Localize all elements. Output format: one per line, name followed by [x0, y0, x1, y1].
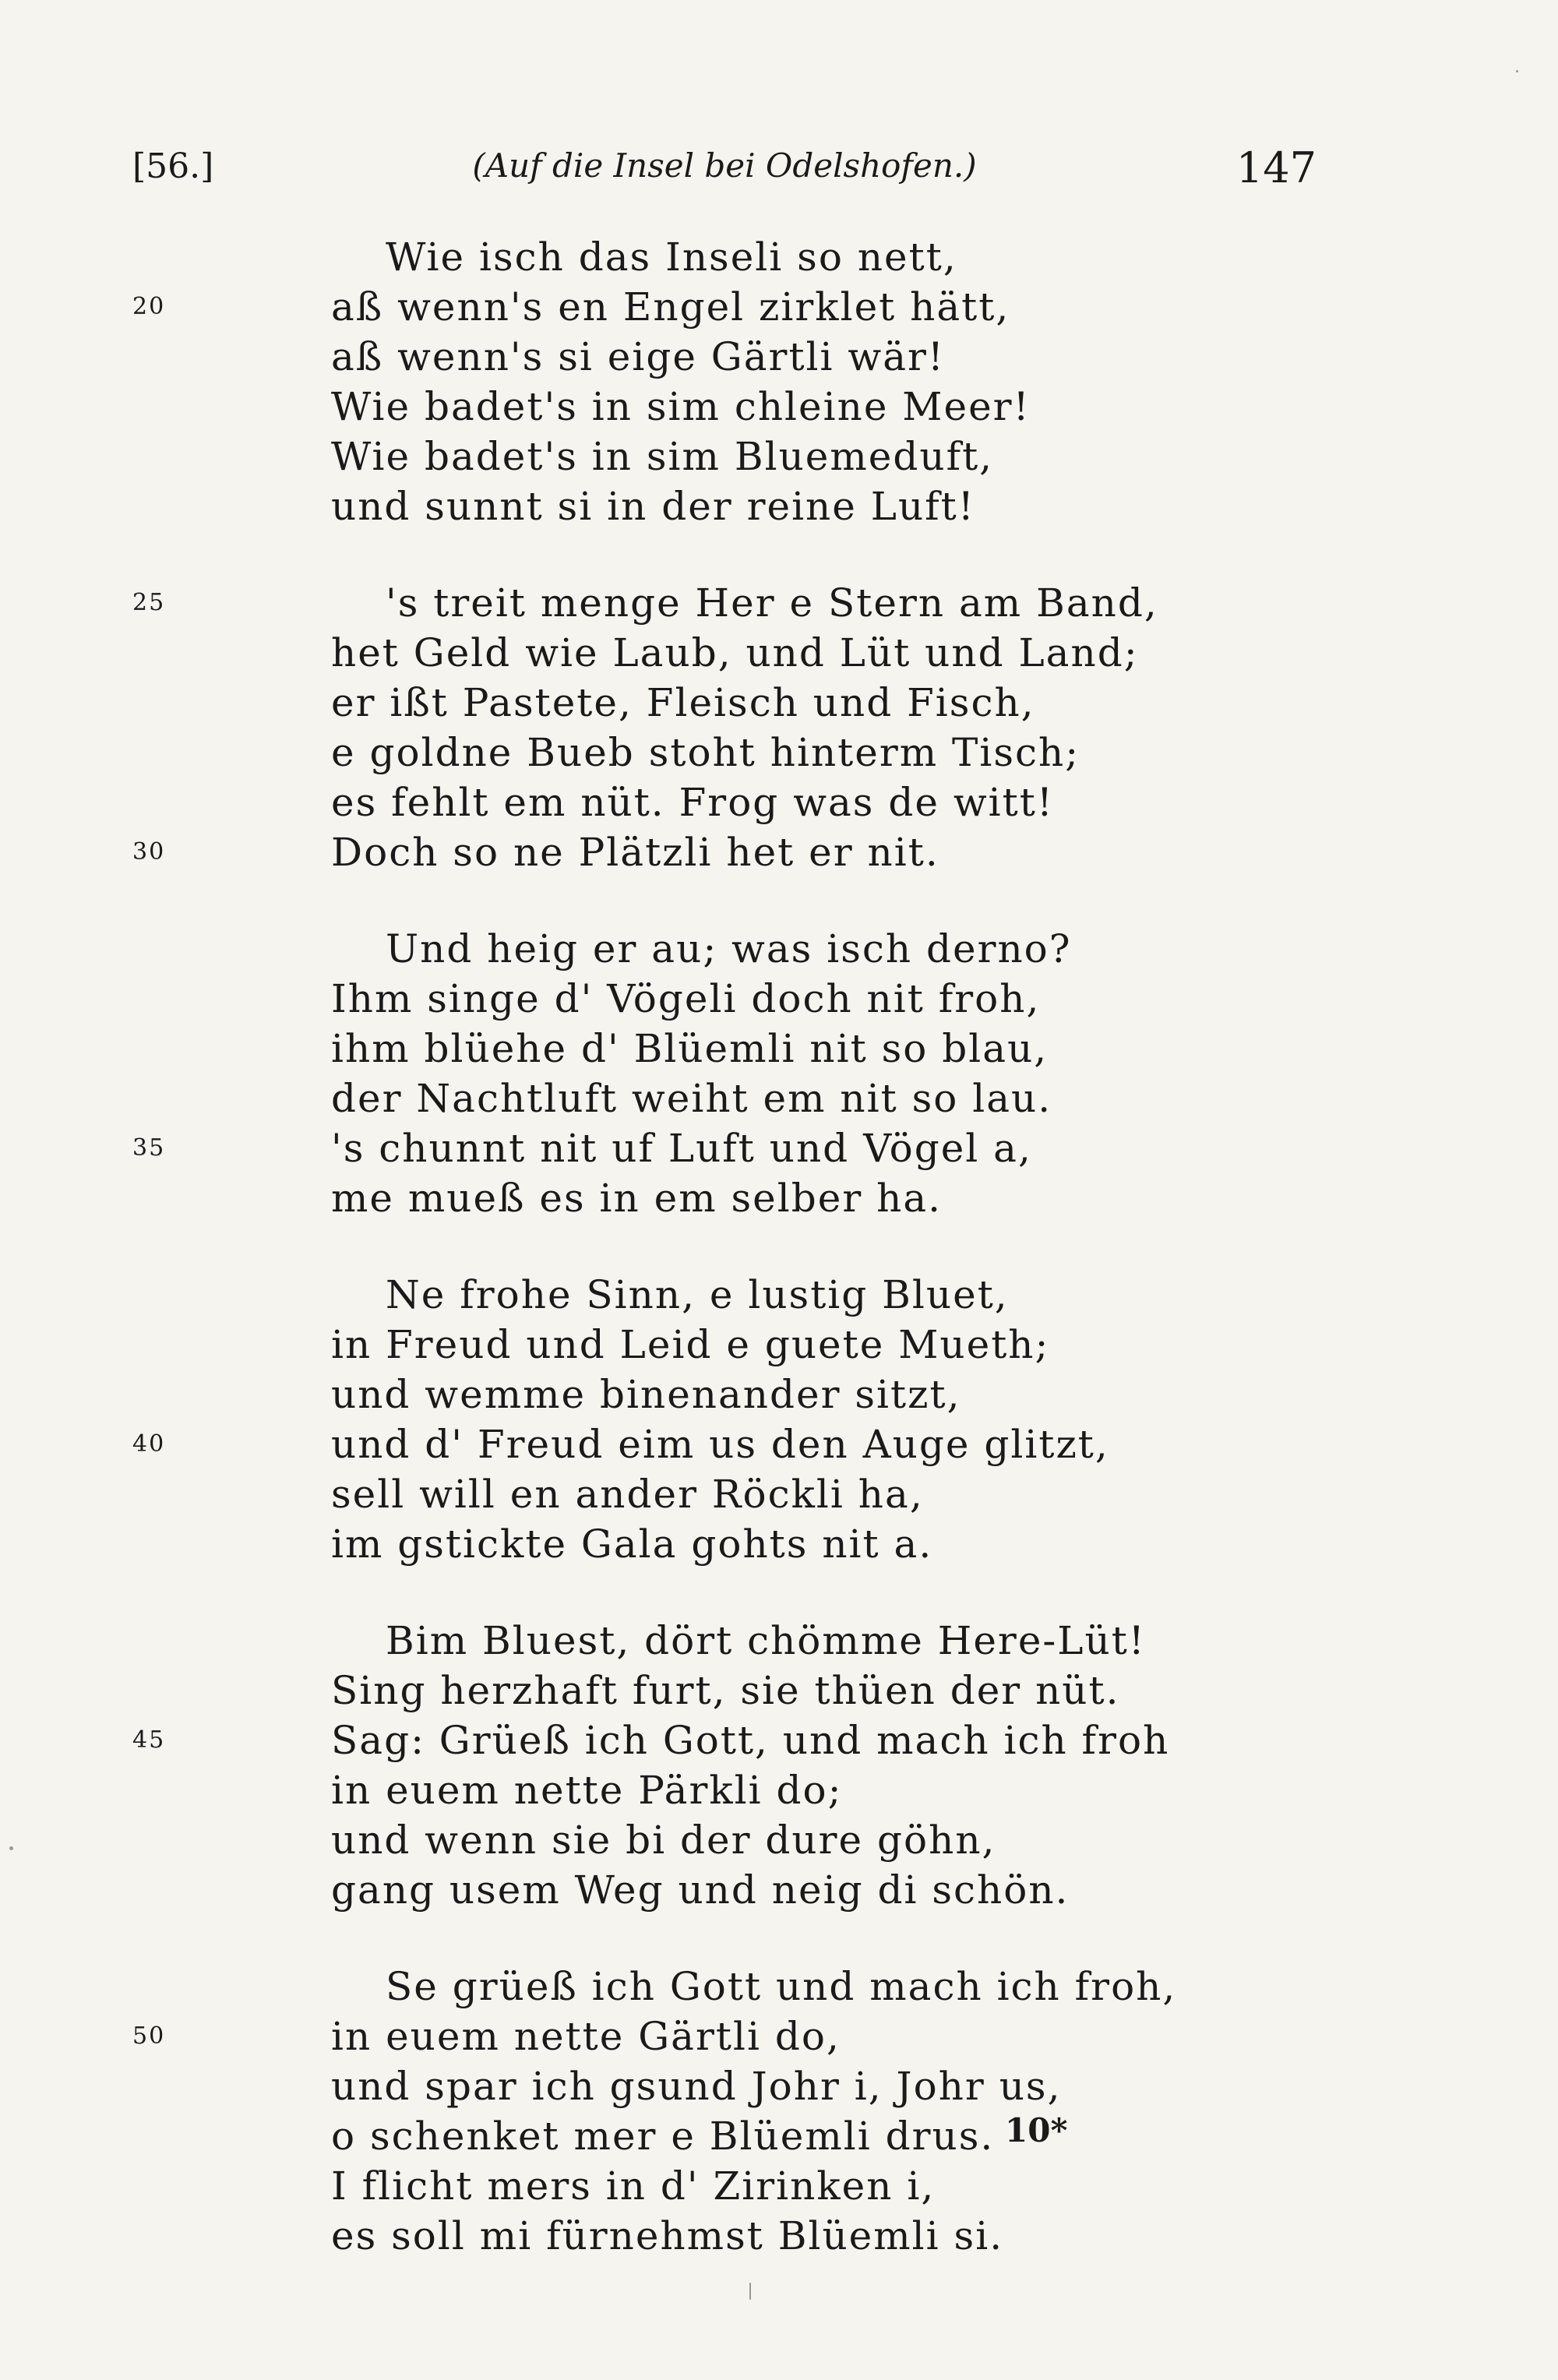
verse-text: in euem nette Pärkli do; — [331, 1768, 843, 1813]
verse-line — [0, 1173, 1558, 1223]
verse-text: Doch so ne Plätzli het er nit. — [331, 830, 939, 875]
paper-speck — [749, 2283, 751, 2300]
verse-text: und spar ich gsund Johr i, Johr us, — [331, 2064, 1062, 2109]
verse-line — [0, 578, 1558, 628]
verse-text: gang usem Weg und neig di schön. — [331, 1867, 1070, 1913]
verse-text: und d' Freud eim us den Auge glitzt, — [331, 1422, 1109, 1467]
verse-line — [0, 974, 1558, 1024]
stanza — [0, 1616, 1558, 1915]
verse-line — [0, 481, 1558, 531]
verse-text: Ne frohe Sinn, e lustig Bluet, — [386, 1272, 1009, 1317]
verse-text: Wie isch das Inseli so nett, — [386, 234, 957, 280]
verse-text: me mueß es in em selber ha. — [331, 1176, 943, 1221]
verse-line — [0, 1666, 1558, 1715]
verse-text: 's chunnt nit uf Luft und Vögel a, — [331, 1126, 1032, 1171]
verse-text: I flicht mers in d' Zirinken i, — [331, 2163, 936, 2209]
running-head — [132, 143, 1317, 209]
verse-line — [0, 678, 1558, 728]
verse-text: der Nachtluft weiht em nit so lau. — [331, 1076, 1052, 1121]
running-title: (Auf die Insel bei Odelshofen.) — [472, 146, 977, 185]
stanza — [0, 1962, 1558, 2261]
verse-line — [0, 1519, 1558, 1569]
poem-body — [0, 232, 1558, 2308]
verse-text: und wemme binenander sitzt, — [331, 1372, 961, 1417]
line-number: 30 — [132, 838, 166, 866]
verse-line — [0, 1024, 1558, 1074]
verse-text: Ihm singe d' Vögeli doch nit froh, — [331, 976, 1041, 1021]
signature-mark: 10* — [1005, 2111, 1068, 2149]
verse-text: aß wenn's si eige Gärtli wär! — [331, 334, 946, 379]
verse-text: in euem nette Gärtli do, — [331, 2014, 841, 2059]
verse-text: het Geld wie Laub, und Lüt und Land; — [331, 630, 1139, 675]
verse-text: Sag: Grüeß ich Gott, und mach ich froh — [331, 1718, 1170, 1763]
verse-text: aß wenn's en Engel zirklet hätt, — [331, 284, 1010, 330]
verse-line — [0, 382, 1558, 432]
verse-text: er ißt Pastete, Fleisch und Fisch, — [331, 680, 1035, 725]
stanza — [0, 924, 1558, 1223]
verse-text: ihm blüehe d' Blüemli nit so blau, — [331, 1026, 1049, 1071]
verse-line — [0, 777, 1558, 827]
verse-line — [0, 432, 1558, 481]
stanza — [0, 578, 1558, 877]
verse-text: und wenn sie bi der dure göhn, — [331, 1818, 996, 1863]
verse-text: Bim Bluest, dört chömme Here-Lüt! — [386, 1618, 1146, 1663]
verse-line — [0, 827, 1558, 877]
verse-line — [0, 1765, 1558, 1815]
verse-text: 's treit menge Her e Stern am Band, — [386, 580, 1158, 626]
verse-line — [0, 1616, 1558, 1666]
page-number: 147 — [1235, 143, 1317, 192]
verse-line — [0, 728, 1558, 777]
verse-line — [0, 924, 1558, 974]
verse-line — [0, 2161, 1558, 2211]
verse-line — [0, 1419, 1558, 1469]
verse-text: es soll mi fürnehmst Blüemli si. — [331, 2213, 1004, 2258]
verse-line — [0, 2111, 1558, 2161]
line-number: 35 — [132, 1134, 166, 1162]
line-number: 50 — [132, 2022, 166, 2050]
verse-text: im gstickte Gala gohts nit a. — [331, 1521, 933, 1567]
stanza — [0, 232, 1558, 531]
verse-text: Und heig er au; was isch derno? — [386, 926, 1072, 971]
verse-text: Sing herzhaft furt, sie thüen der nüt. — [331, 1668, 1120, 1713]
verse-text: o schenket mer e Blüemli drus. — [331, 2114, 995, 2159]
verse-line — [0, 2211, 1558, 2261]
verse-line — [0, 2012, 1558, 2061]
page-reference: [56.] — [132, 146, 214, 186]
verse-text: Wie badet's in sim chleine Meer! — [331, 384, 1031, 429]
verse-line — [0, 1370, 1558, 1419]
verse-line — [0, 1270, 1558, 1320]
verse-text: Se grüeß ich Gott und mach ich froh, — [386, 1964, 1177, 2009]
verse-line — [0, 1469, 1558, 1519]
stanza — [0, 1270, 1558, 1569]
paper-speck — [1516, 70, 1518, 72]
verse-line — [0, 232, 1558, 282]
verse-line — [0, 628, 1558, 678]
paper-speck — [9, 1846, 13, 1850]
verse-line — [0, 1320, 1558, 1370]
verse-text: e goldne Bueb stoht hinterm Tisch; — [331, 730, 1080, 775]
verse-line — [0, 1865, 1558, 1915]
verse-text: sell will en ander Röckli ha, — [331, 1472, 924, 1517]
verse-line — [0, 1962, 1558, 2012]
verse-line — [0, 332, 1558, 382]
line-number: 25 — [132, 589, 166, 616]
verse-text: Wie badet's in sim Bluemeduft, — [331, 434, 994, 479]
verse-line — [0, 2061, 1558, 2111]
verse-text: es fehlt em nüt. Frog was de witt! — [331, 780, 1054, 825]
verse-text: in Freud und Leid e guete Mueth; — [331, 1322, 1050, 1367]
verse-text: und sunnt si in der reine Luft! — [331, 484, 975, 529]
verse-line — [0, 1123, 1558, 1173]
verse-line — [0, 282, 1558, 332]
verse-line — [0, 1815, 1558, 1865]
line-number: 20 — [132, 293, 166, 320]
line-number: 45 — [132, 1726, 166, 1754]
verse-line — [0, 1074, 1558, 1123]
verse-line — [0, 1715, 1558, 1765]
line-number: 40 — [132, 1430, 166, 1458]
